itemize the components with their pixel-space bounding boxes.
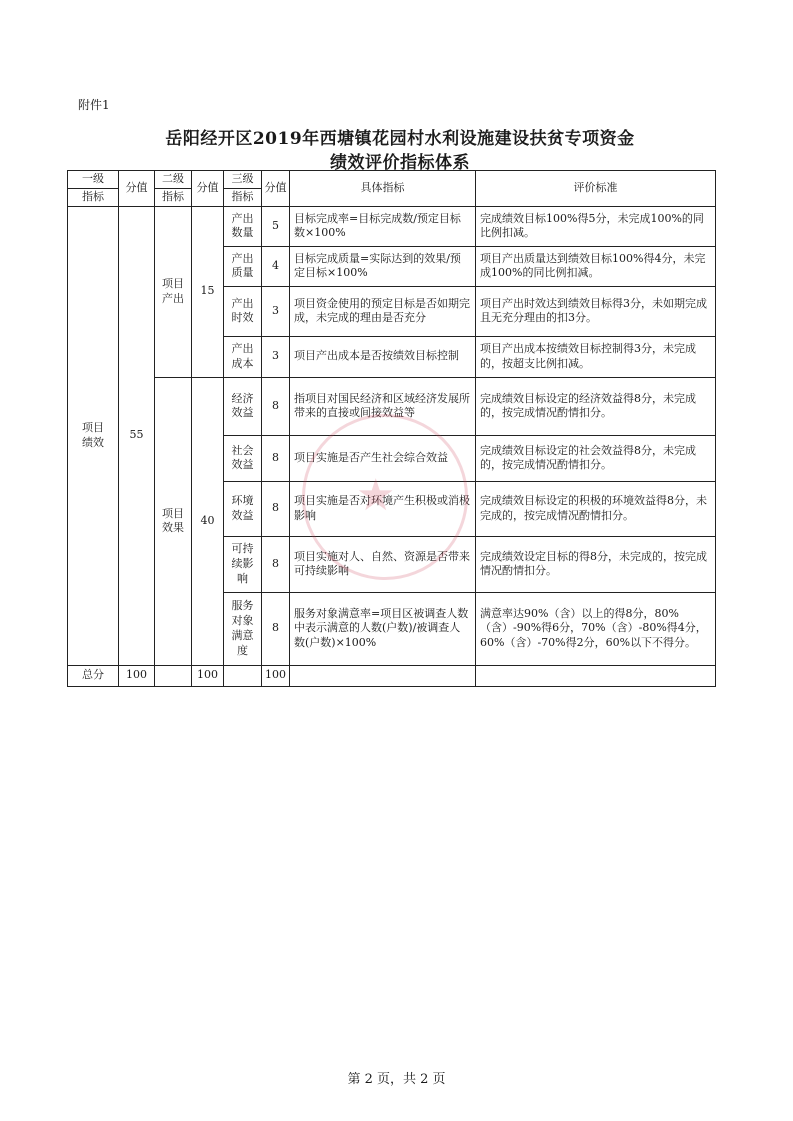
level3-name: 环境 效益	[224, 481, 262, 536]
page-footer: 第 2 页，共 2 页	[347, 1072, 446, 1087]
indicator-text: 项目产出成本是否按绩效目标控制	[290, 336, 476, 377]
document-title: 岳阳经开区2019年西塘镇花园村水利设施建设扶贫专项资金	[165, 129, 635, 149]
level2-output-score: 15	[192, 206, 224, 377]
total-blank	[476, 665, 716, 686]
level3-name: 产出 成本	[224, 336, 262, 377]
header-lvl3-sub: 指标	[224, 188, 262, 206]
table-row	[68, 377, 716, 435]
table-row	[68, 206, 716, 246]
level3-score: 3	[262, 286, 290, 336]
level3-name: 产出 质量	[224, 246, 262, 286]
total-row	[68, 665, 716, 686]
header-lvl1-sub: 指标	[68, 188, 119, 206]
level1-score: 55	[119, 206, 155, 665]
header-score3: 分值	[262, 171, 290, 207]
level3-score: 3	[262, 336, 290, 377]
criteria-text: 满意率达90%（含）以上的得8分，80%（含）-90%得6分，70%（含）-80%得4分，60%（含）-70%得2分，60%以下不得分。	[476, 592, 716, 665]
criteria-text: 项目产出时效达到绩效目标得3分，未如期完成且无充分理由的扣3分。	[476, 286, 716, 336]
header-lvl2-sub: 指标	[155, 188, 192, 206]
total-score2: 100	[192, 665, 224, 686]
level3-score: 8	[262, 435, 290, 481]
indicator-table	[67, 170, 716, 687]
level2-effect-name: 项目 效果	[155, 377, 192, 665]
criteria-text: 项目产出成本按绩效目标控制得3分，未完成的，按超支比例扣减。	[476, 336, 716, 377]
level1-name: 项目 绩效	[68, 206, 119, 665]
criteria-text: 完成绩效目标100%得5分，未完成100%的同比例扣减。	[476, 206, 716, 246]
indicator-text: 指项目对国民经济和区域经济发展所带来的直接或间接效益等	[290, 377, 476, 435]
level3-name: 产出 数量	[224, 206, 262, 246]
indicator-text: 目标完成率=目标完成数/预定目标数×100%	[290, 206, 476, 246]
indicator-text: 项目实施是否对环境产生积极或消极影响	[290, 481, 476, 536]
level3-score: 8	[262, 536, 290, 592]
criteria-text: 完成绩效设定目标的得8分，未完成的，按完成情况酌情扣分。	[476, 536, 716, 592]
header-indicator: 具体指标	[290, 171, 476, 207]
criteria-text: 项目产出质量达到绩效目标100%得4分，未完成100%的同比例扣减。	[476, 246, 716, 286]
level3-score: 8	[262, 592, 290, 665]
header-lvl2: 二级	[155, 171, 192, 189]
criteria-text: 完成绩效目标设定的经济效益得8分，未完成的，按完成情况酌情扣分。	[476, 377, 716, 435]
level3-name: 社会 效益	[224, 435, 262, 481]
total-label: 总分	[68, 665, 119, 686]
header-lvl1: 一级	[68, 171, 119, 189]
total-score1: 100	[119, 665, 155, 686]
indicator-text: 服务对象满意率=项目区被调查人数中表示满意的人数(户数)/被调查人数(户数)×100%	[290, 592, 476, 665]
header-score2: 分值	[192, 171, 224, 207]
level3-name: 服务 对象 满意 度	[224, 592, 262, 665]
total-blank	[224, 665, 262, 686]
total-blank	[155, 665, 192, 686]
indicator-text: 目标完成质量=实际达到的效果/预定目标×100%	[290, 246, 476, 286]
criteria-text: 完成绩效目标设定的社会效益得8分，未完成的，按完成情况酌情扣分。	[476, 435, 716, 481]
level3-score: 8	[262, 377, 290, 435]
level2-output-name: 项目 产出	[155, 206, 192, 377]
total-blank	[290, 665, 476, 686]
attachment-label: 附件1	[78, 98, 110, 112]
header-row-top	[68, 171, 716, 189]
header-criteria: 评价标准	[476, 171, 716, 207]
seal-star-icon: ★	[356, 470, 396, 521]
total-score3: 100	[262, 665, 290, 686]
level3-name: 产出 时效	[224, 286, 262, 336]
level3-name: 可持 续影 响	[224, 536, 262, 592]
document-subtitle: 绩效评价指标体系	[330, 153, 470, 173]
indicator-text: 项目实施是否产生社会综合效益	[290, 435, 476, 481]
indicator-text: 项目实施对人、自然、资源是否带来可持续影响	[290, 536, 476, 592]
indicator-text: 项目资金使用的预定目标是否如期完成，未完成的理由是否充分	[290, 286, 476, 336]
header-lvl3: 三级	[224, 171, 262, 189]
criteria-text: 完成绩效目标设定的积极的环境效益得8分，未完成的，按完成情况酌情扣分。	[476, 481, 716, 536]
level3-score: 8	[262, 481, 290, 536]
level3-score: 4	[262, 246, 290, 286]
level3-score: 5	[262, 206, 290, 246]
level2-effect-score: 40	[192, 377, 224, 665]
level3-name: 经济 效益	[224, 377, 262, 435]
header-score1: 分值	[119, 171, 155, 207]
